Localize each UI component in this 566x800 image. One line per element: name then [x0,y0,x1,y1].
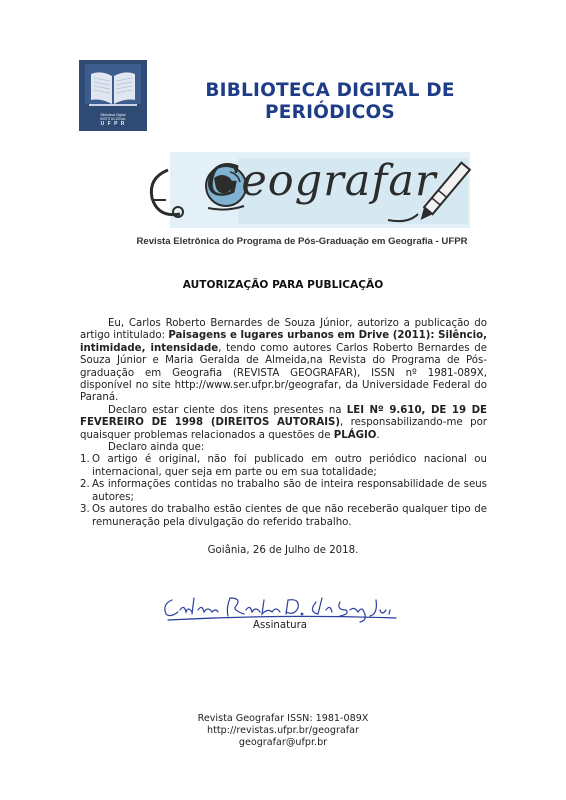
list-item-number: 3. [80,504,90,516]
journal-banner [118,148,486,254]
signature-label: Assinatura [253,620,307,631]
handwritten-signature [160,590,400,624]
library-title-line1: BIBLIOTECA DIGITAL DE [205,80,455,101]
list-item-number: 1. [80,454,90,466]
list-item [80,479,487,504]
footer-url: http://revistas.ufpr.br/geografar [207,725,359,737]
p2-middle: , responsabilizando-me por quaisquer problemas relacionados a questões de [80,417,487,441]
page-footer [80,713,486,750]
list-item-text: Os autores do trabalho estão cientes de que não receberão qualquer tipo de remuneração pela divulgação do referido trabalho. [92,504,487,528]
document-heading: AUTORIZAÇÃO PARA PUBLICAÇÃO [182,279,384,291]
logo-caption-line3: U F P R [100,121,126,128]
article-title: Paisagens e lugares urbanos em Drive (2011): Silêncio, intimidade, intensidade [80,330,487,354]
date-line: Goiânia, 26 de Julho de 2018. [207,545,359,556]
document-body [80,318,487,529]
open-book-icon [79,60,147,112]
logo-caption-line2: INSTITUCIONAL [100,117,126,122]
footer-issn: Revista Geografar ISSN: 1981-089X [197,713,369,724]
journal-logo-wordmark: Geografar [206,156,437,206]
paragraph-authorization [80,318,487,405]
paragraph-declaration: Declaro ainda que: [108,442,205,454]
plagio-word: PLÁGIO [333,429,377,441]
p2-intro: Declaro estar ciente dos itens presentes na [108,404,347,416]
library-logo [79,60,147,131]
library-title [170,80,490,124]
list-item [80,504,487,529]
p1-intro: Eu, Carlos Roberto Bernardes de Souza Júnior, autorizo a publicação do artigo intitulado: [80,318,487,342]
logo-caption [79,113,147,127]
library-title-line2: PERIÓDICOS [265,102,395,123]
footer-email: geografar@ufpr.br [238,737,328,749]
p2-end: . [376,429,380,441]
journal-subtitle: Revista Eletrônica do Programa de Pós-Graduação em Geografia - UFPR [136,236,468,247]
declaration-list [80,454,487,528]
logo-caption-line1: Biblioteca Digital [100,113,126,117]
list-item [80,454,487,479]
list-item-text: O artigo é original, não foi publicado em outro periódico nacional ou internacional, quer seja em parte ou em sua totalidade; [92,454,487,478]
law-reference: LEI Nº 9.610, DE 19 DE FEVEREIRO DE 1998 (DIREITOS AUTORAIS) [80,404,487,429]
list-item-number: 2. [80,479,90,491]
p1-rest: , tendo como autores Carlos Roberto Bernardes de Souza Júnior e Maria Geralda de Almeida,na Revista do Programa de Pós-graduação em Geografia (REVISTA GEOGRAFAR), ISSN nº 1981-089X, disponível no site http://www.ser.ufpr.br/geografar, da Universidade Federal do Paraná. [80,342,488,404]
paragraph-law [80,405,487,442]
list-item-text: As informações contidas no trabalho são de inteira responsabilidade de seus autores; [92,479,487,503]
